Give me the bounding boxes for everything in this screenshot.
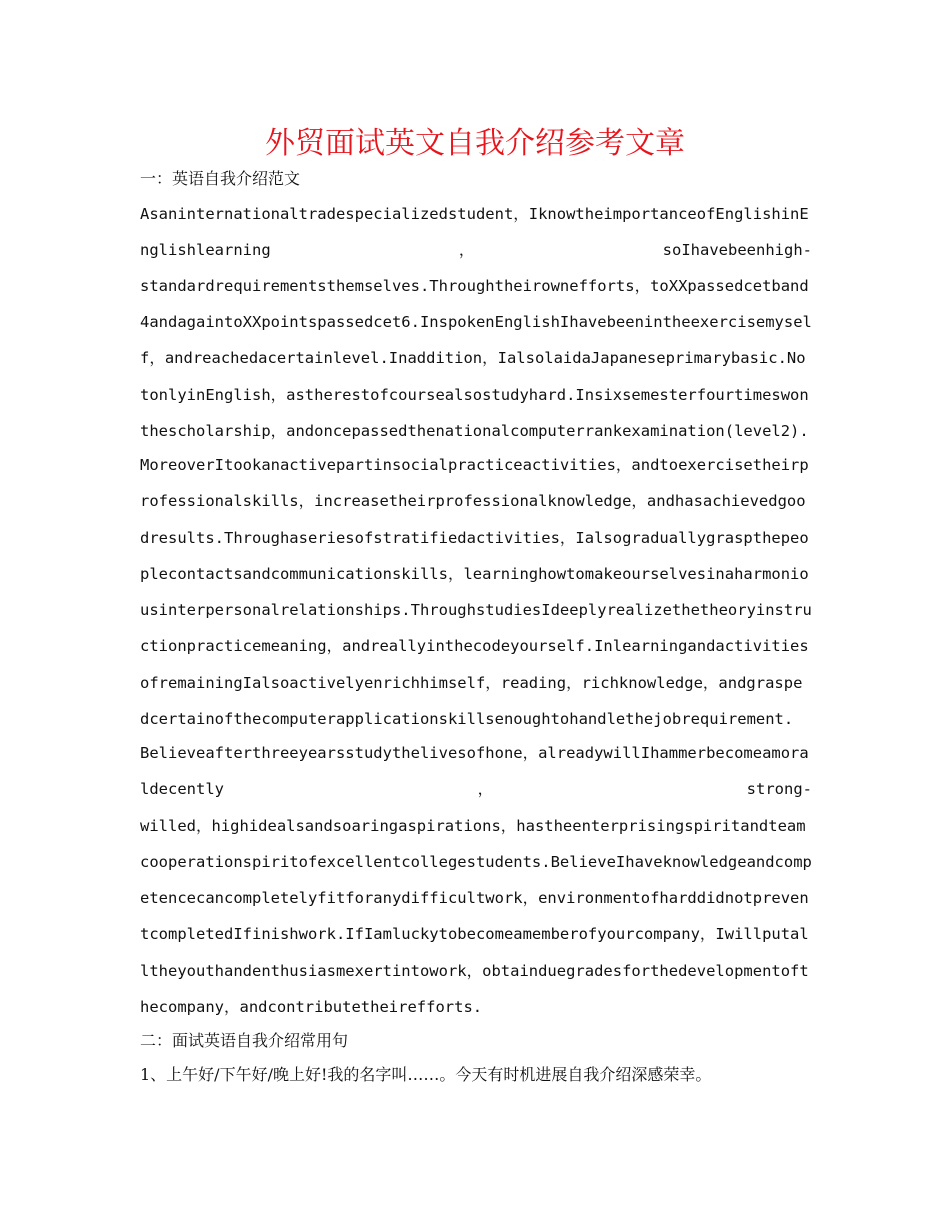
body-line-part: strong- bbox=[746, 780, 812, 798]
body-line-part: ldecently bbox=[140, 780, 224, 798]
body-line: f，andreachedacertainlevel.Inaddition，IalsolaidaJapaneseprimarybasic.No bbox=[140, 349, 806, 367]
section-heading-2: 二：面试英语自我介绍常用句 bbox=[140, 1031, 349, 1050]
body-line-part: soIhavebeenhigh- bbox=[662, 241, 812, 259]
body-line: Asaninternationaltradespecializedstudent，IknowtheimportanceofEnglishinE bbox=[140, 205, 809, 223]
body-line-part: nglishlearning bbox=[140, 241, 271, 259]
body-line: plecontactsandcommunicationskills，learninghowtomakeourselvesinaharmonio bbox=[140, 565, 809, 583]
body-line-justified bbox=[140, 239, 812, 261]
body-line-part: ， bbox=[477, 780, 494, 798]
body-line: thescholarship，andoncepassedthenationalcomputerrankexamination(level2). bbox=[140, 422, 809, 440]
body-line: ofremainingIalsoactivelyenrichhimself，reading，richknowledge，andgraspe bbox=[140, 674, 803, 692]
body-line: standardrequirementsthemselves.Throughtheirownefforts，toXXpassedcetband bbox=[140, 277, 809, 295]
section-heading-1: 一：英语自我介绍范文 bbox=[140, 169, 301, 188]
body-line: hecompany，andcontributetheirefforts. bbox=[140, 998, 483, 1016]
body-line: etencecancompletelyfitforanydifficultwork，environmentofharddidnotpreven bbox=[140, 889, 809, 907]
body-line: rofessionalskills，increasetheirprofessionalknowledge，andhasachievedgoo bbox=[140, 492, 806, 510]
body-line: usinterpersonalrelationships.ThroughstudiesIdeeplyrealizethetheoryinstru bbox=[140, 601, 812, 619]
body-line-part: ， bbox=[458, 241, 475, 259]
body-line: 4andagaintoXXpointspassedcet6.InspokenEnglishIhavebeenintheexercisemysel bbox=[140, 313, 812, 331]
list-item: 1、上午好/下午好/晚上好!我的名字叫……。今天有时机进展自我介绍深感荣幸。 bbox=[140, 1065, 712, 1084]
body-line: willed，highidealsandsoaringaspirations，hastheenterprisingspiritandteam bbox=[140, 817, 806, 835]
body-line-justified bbox=[140, 778, 812, 800]
body-line: MoreoverItookanactivepartinsocialpracticeactivities，andtoexercisetheirp bbox=[140, 456, 809, 474]
body-line: dcertainofthecomputerapplicationskillsenoughtohandlethejobrequirement. bbox=[140, 710, 794, 728]
body-line: Believeafterthreeyearsstudythelivesofhone，alreadywillIhammerbecomeamora bbox=[140, 744, 809, 762]
body-line: tonlyinEnglish，astherestofcoursealsostudyhard.Insixsemesterfourtimeswon bbox=[140, 386, 809, 404]
body-line: cooperationspiritofexcellentcollegestudents.BelieveIhaveknowledgeandcomp bbox=[140, 853, 812, 871]
document-title: 外贸面试英文自我介绍参考文章 bbox=[265, 126, 685, 161]
body-line: tcompletedIfinishwork.IfIamluckytobecomeamemberofyourcompany，Iwillputal bbox=[140, 925, 809, 943]
body-line: ltheyouthandenthusiasmexertintowork，obtainduegradesforthedevelopmentoft bbox=[140, 962, 809, 980]
body-line: ctionpracticemeaning，andreallyinthecodeyourself.Inlearningandactivities bbox=[140, 637, 809, 655]
body-line: dresults.Throughaseriesofstratifiedactivities，Ialsograduallygraspthepeo bbox=[140, 529, 809, 547]
